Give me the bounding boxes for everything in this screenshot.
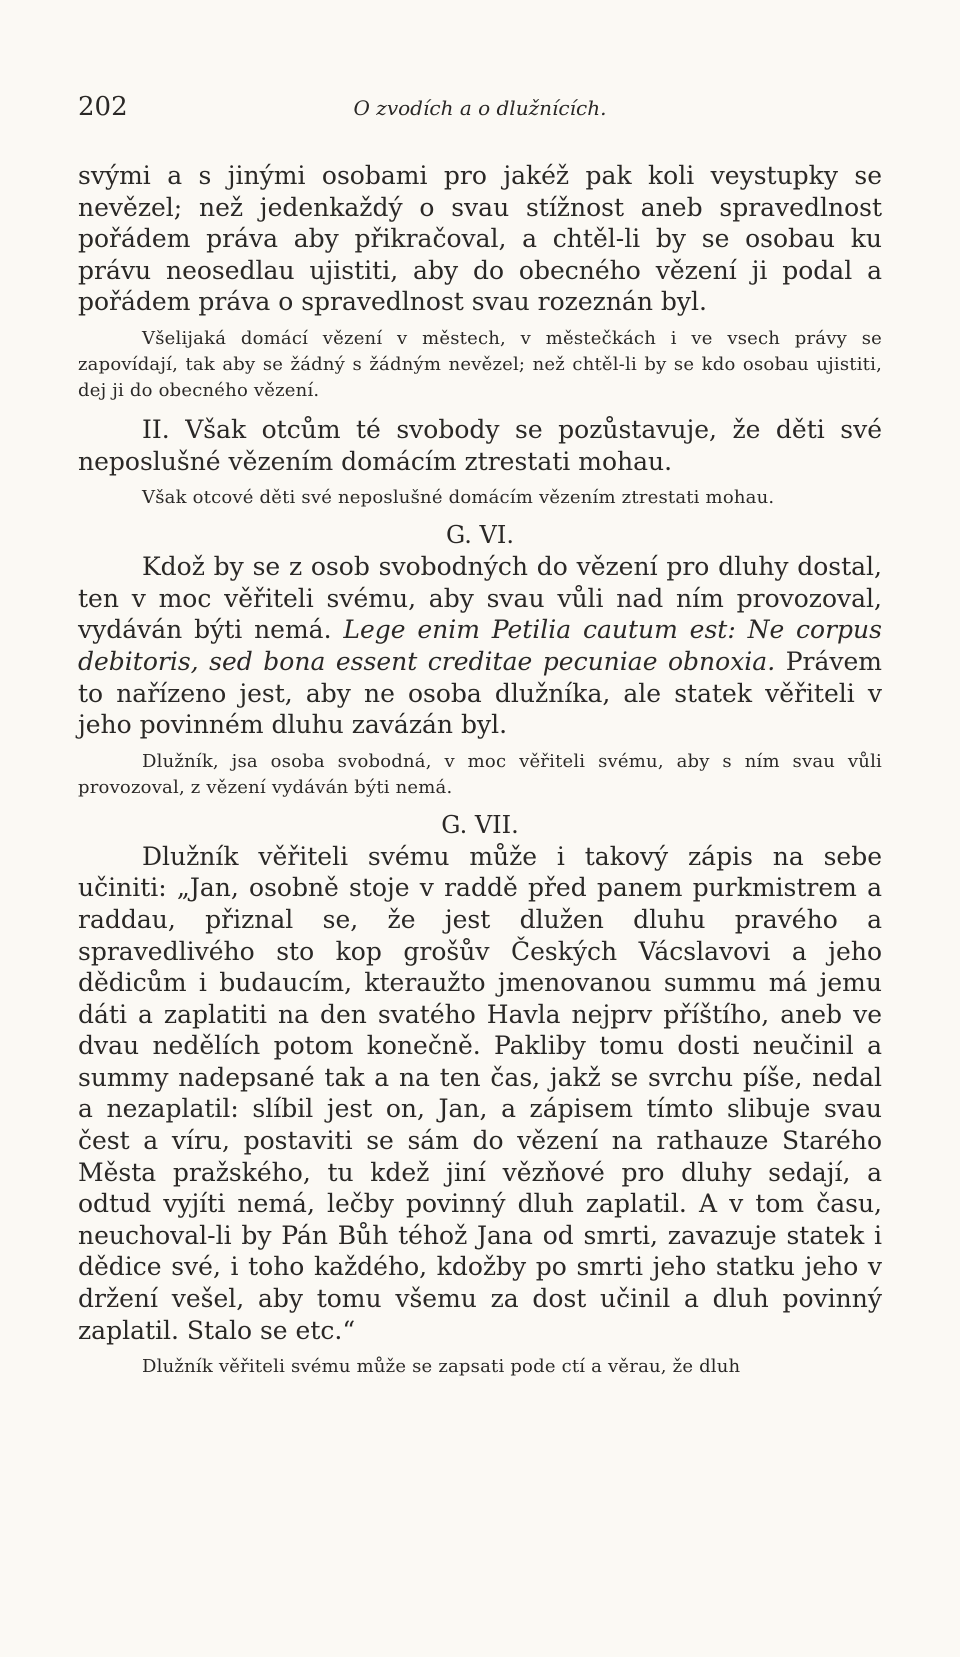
page-header <box>78 92 882 132</box>
section-vi-text-a: Kdož by se z osob svobodných do vězení pro dluhy dostal, ten v moc věřiteli svému, aby svau vůli nad ním provozoval, vydáván býti nemá. <box>78 552 882 645</box>
section-vi-text-b: Právem to nařízeno jest, aby ne osoba dlužníka, ale statek věřiteli v jeho povinném dluhu zavázán byl. <box>78 646 882 740</box>
summary-note: Dlužník, jsa osoba svobodná, v moc věřiteli svému, aby s ním svau vůli provozoval, z vězení vydáván býti nemá. <box>78 750 882 798</box>
page-body <box>78 160 882 1390</box>
paragraph-section-vii: Dlužník věřiteli svému může i takový zápis na sebe učiniti: „Jan, osobně stoje v raddě před panem purkmistrem a raddau, přiznal se, že jest dlužen dluhu pravého a spravedlivého sto kop grošův Českých Vácslavovi a jeho dědicům i budaucím, kteraužto jmenovanou summu má jemu dáti a zaplatiti na den svatého Havla nejprv příštího, aneb ve dvau nedělích potom konečně. Pakliby tomu dosti neučinil a summy nadepsané tak a na ten čas, jakž se svrchu píše, nedal a nezaplatil: slíbil jest on, Jan, a zápisem tímto slibuje svau čest a víru, postaviti se sám do vězení na rathauze Starého Města pražského, tu kdež jiní vězňové pro dluhy sedají, a odtud vyjíti nemá, lečby povinný dluh zaplatil. A v tom času, neuchoval-li by Pán Bůh téhož Jana od smrti, zavazuje statek i dědice své, i toho každého, kdožby po smrti jeho statku jeho v držení vešel, aby tomu všemu za dost učinil a dluh povinný zaplatil. Stalo se etc.“ <box>78 841 882 1345</box>
section-heading-vi: G. VI. <box>445 521 514 550</box>
summary-note: Však otcové děti své neposlušné domácím vězením ztrestati mohau. <box>142 487 775 509</box>
latin-quote: Lege enim Petilia cautum est: Ne corpus debitoris, sed bona essent creditae pecuniae obnoxia. <box>78 615 882 676</box>
summary-note: Dlužník věřiteli svému může se zapsati pode ctí a věrau, že dluh <box>142 1356 741 1378</box>
page-number: 202 <box>78 92 128 122</box>
paragraph-section-vi <box>78 551 882 741</box>
paragraph-article-ii: II. Však otcům té svobody se pozůstavuje, že děti své neposlušné vězením domácím ztrestati mohau. <box>78 414 882 476</box>
running-title: O zvodích a o dlužnících. <box>353 96 607 120</box>
summary-note: Všelijaká domácí vězení v městech, v městečkách i ve vsech právy se zapovídají, tak aby se žádný s žádným nevězel; než chtěl-li by se kdo osobau ujistiti, dej ji do obecného vězení. <box>78 327 882 401</box>
section-heading-vii: G. VII. <box>441 810 519 839</box>
paragraph-continuation: svými a s jinými osobami pro jakéž pak koli veystupky se nevězel; než jedenkaždý o svau stížnost aneb spravedlnost pořádem práva aby přikračoval, a chtěl-li by se osobau ku právu neosedlau ujistiti, aby do obecného vězení ji podal a pořádem práva o spravedlnost svau rozeznán byl. <box>78 161 882 317</box>
